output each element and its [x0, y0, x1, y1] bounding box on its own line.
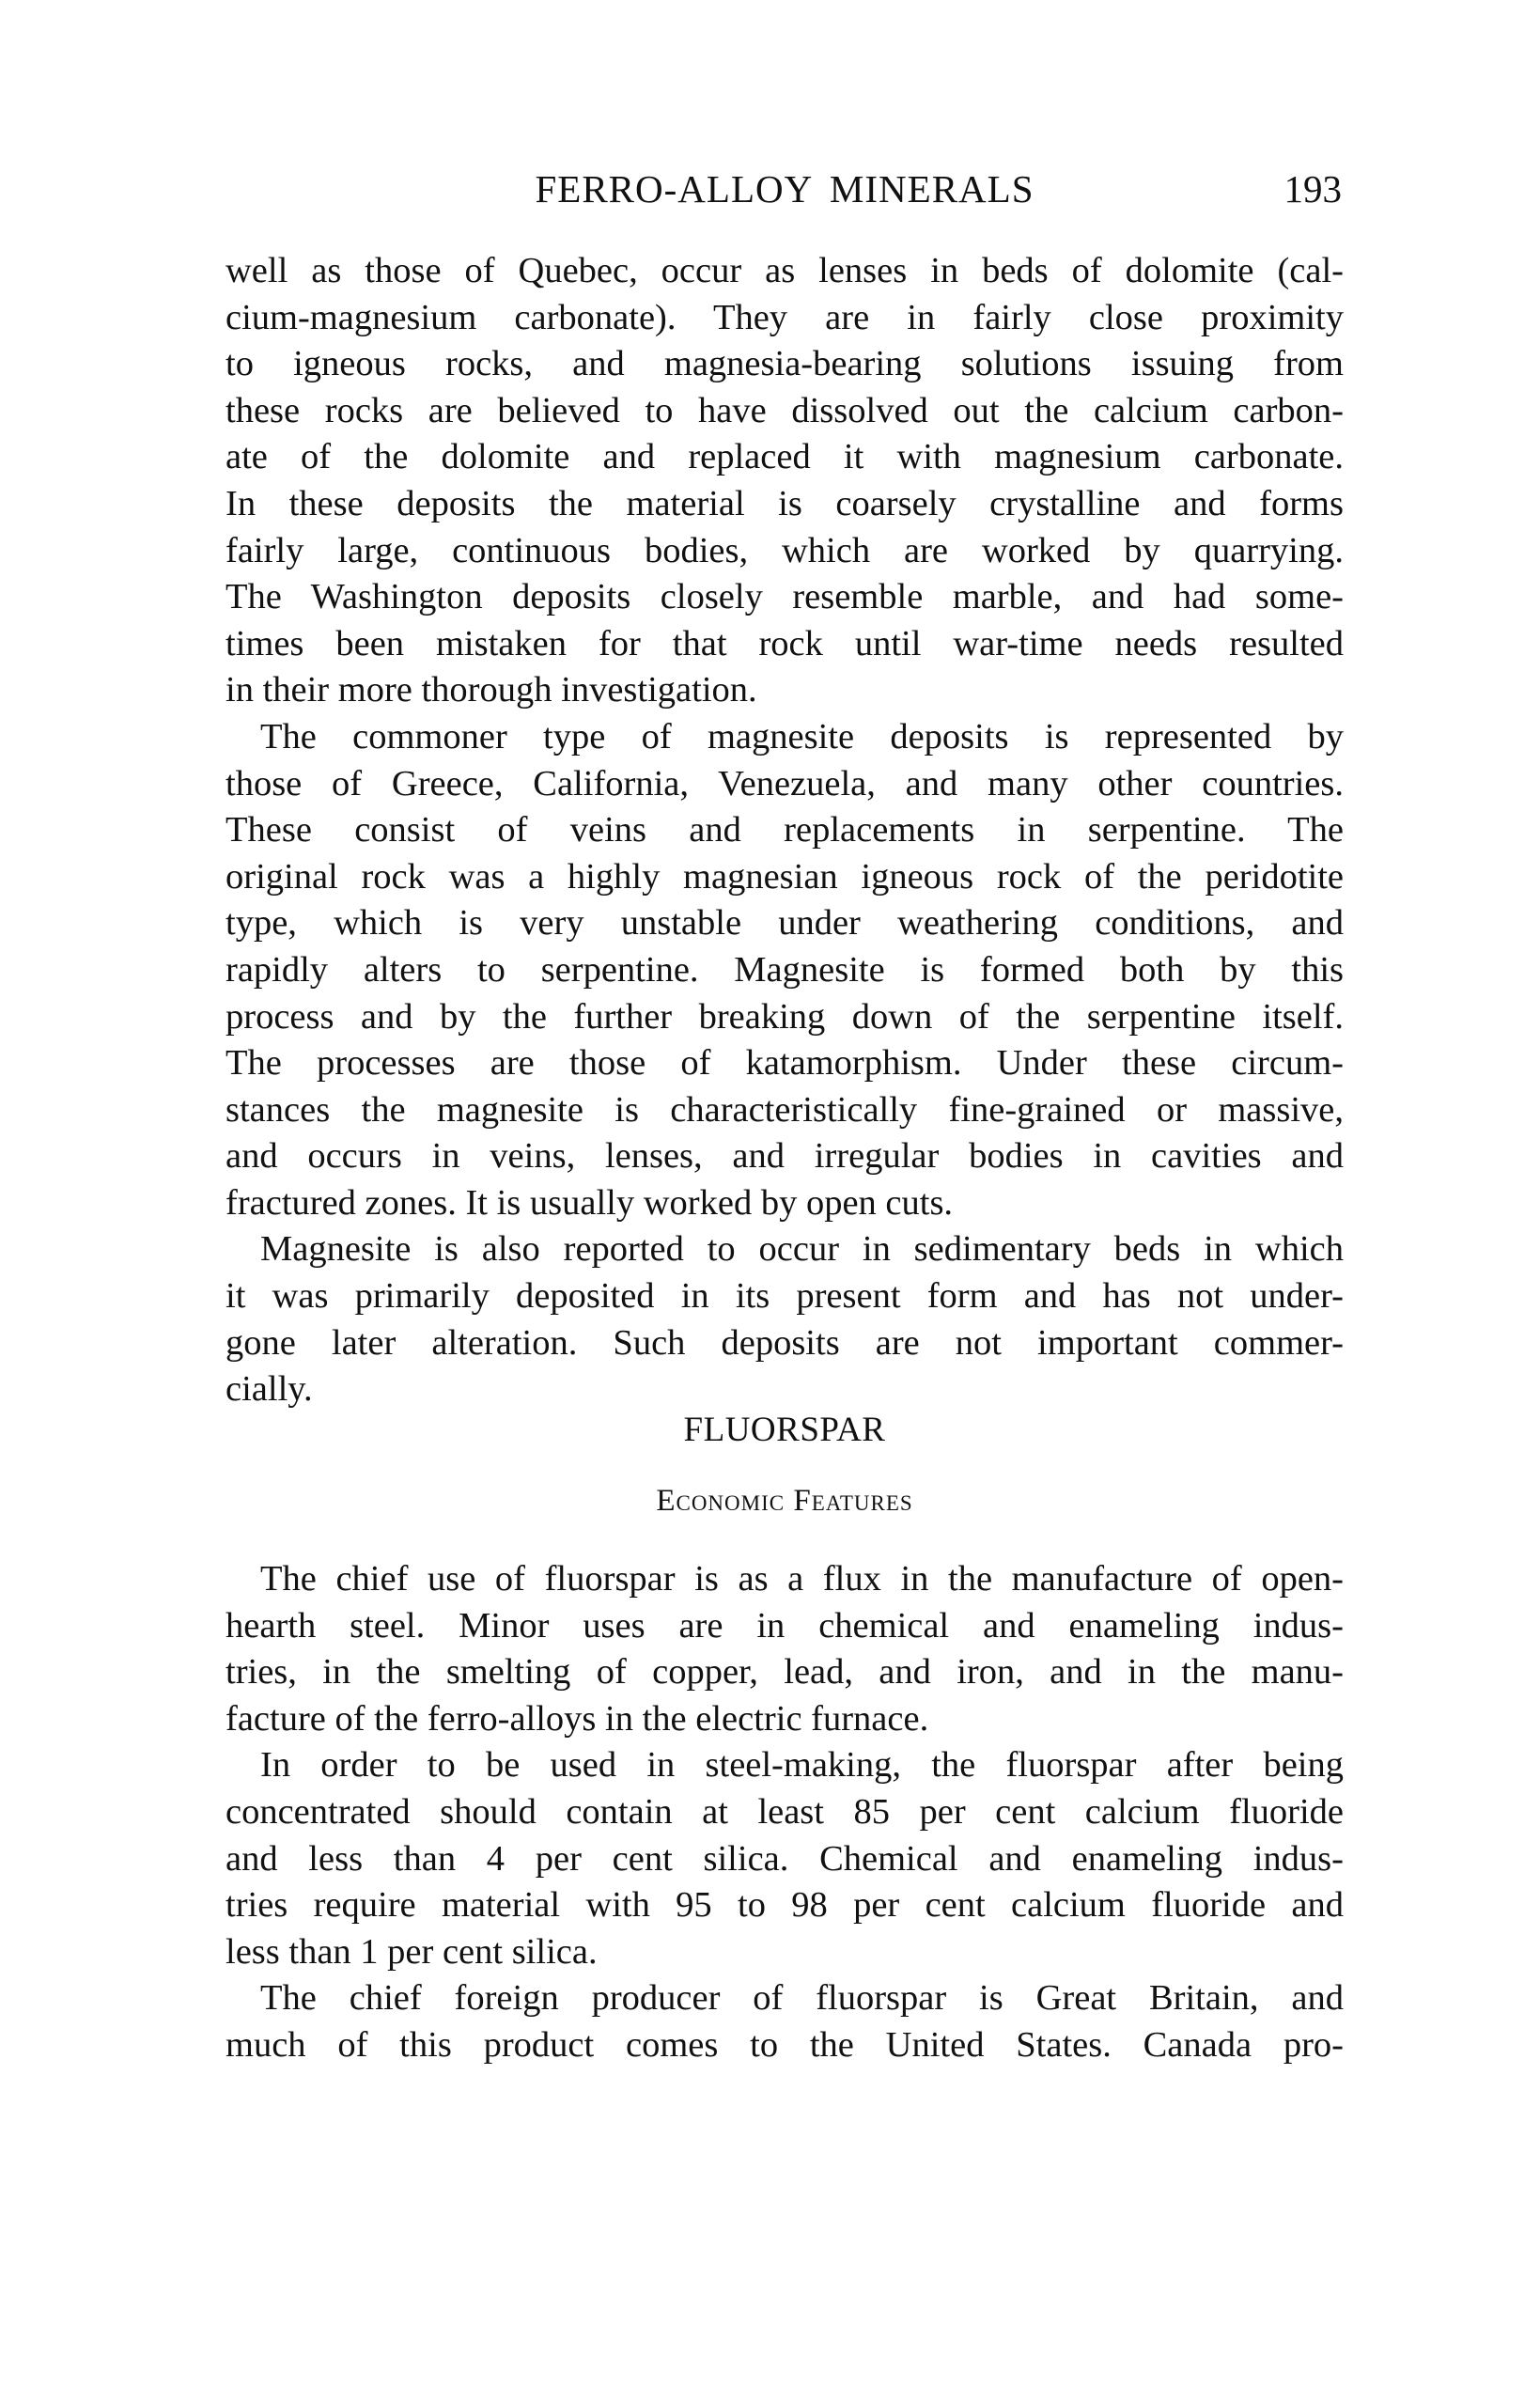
text-line: Magnesite is also reported to occur in sedimentary beds in which — [260, 1229, 1344, 1270]
text-line: These consist of veins and replacements in serpentine. The — [226, 810, 1344, 850]
text-line: cium-magnesium carbonate). They are in fairly close proximity — [226, 297, 1344, 337]
paragraph — [226, 248, 1344, 714]
text-line: facture of the ferro-alloys in the electric furnace. — [226, 1698, 929, 1739]
paragraph — [226, 1975, 1344, 2068]
text-line: The commoner type of magnesite deposits is represented by — [260, 716, 1344, 757]
text-line: and occurs in veins, lenses, and irregular bodies in cavities and — [226, 1136, 1344, 1177]
text-line: it was primarily deposited in its present form and has not under- — [226, 1276, 1344, 1317]
paragraph — [226, 1226, 1344, 1412]
section-heading: FLUORSPAR — [683, 1411, 886, 1449]
text-line: fairly large, continuous bodies, which are worked by quarrying. — [226, 530, 1344, 570]
text-line: The Washington deposits closely resemble marble, and had some- — [226, 577, 1344, 617]
text-line: gone later alteration. Such deposits are not important commer- — [226, 1322, 1344, 1363]
text-line: in their more thorough investigation. — [226, 670, 757, 710]
text-line: hearth steel. Minor uses are in chemical and enameling indus- — [226, 1605, 1344, 1646]
text-line: to igneous rocks, and magnesia-bearing solutions issuing from — [226, 344, 1344, 384]
text-line: much of this product comes to the United States. Canada pro- — [226, 2024, 1344, 2065]
magnesite-section — [226, 248, 1344, 1413]
text-line: concentrated should contain at least 85 per cent calcium fluoride — [226, 1791, 1344, 1832]
text-line: The chief use of fluorspar is as a flux in the manufacture of open- — [260, 1559, 1344, 1599]
text-line: well as those of Quebec, occur as lenses in beds of dolomite (cal- — [226, 251, 1344, 290]
text-line: ate of the dolomite and replaced it with magnesium carbonate. — [226, 437, 1344, 477]
text-line: The processes are those of katamorphism. Under these circum- — [226, 1043, 1344, 1084]
text-line: and less than 4 per cent silica. Chemical and enameling indus- — [226, 1838, 1344, 1879]
text-line: original rock was a highly magnesian igneous rock of the peridotite — [226, 856, 1344, 897]
text-line: times been mistaken for that rock until war-time needs resulted — [226, 623, 1344, 663]
running-title: FERRO-ALLOY MINERALS — [535, 167, 1034, 211]
paragraph — [226, 1556, 1344, 1742]
text-line: In order to be used in steel-making, the fluorspar after being — [260, 1745, 1344, 1786]
section-subheading: Economic Features — [656, 1484, 913, 1518]
paragraph — [226, 714, 1344, 1227]
text-line: In these deposits the material is coarsely crystalline and forms — [226, 483, 1344, 523]
text-line: rapidly alters to serpentine. Magnesite is formed both by this — [226, 949, 1344, 990]
running-head — [226, 165, 1344, 212]
text-line: fractured zones. It is usually worked by open cuts. — [226, 1182, 954, 1223]
text-line: those of Greece, California, Venezuela, and many other countries. — [226, 763, 1344, 803]
text-line: tries require material with 95 to 98 per cent calcium fluoride and — [226, 1885, 1344, 1926]
text-line: type, which is very unstable under weathering conditions, and — [226, 903, 1344, 944]
text-line: less than 1 per cent silica. — [226, 1931, 598, 1972]
text-line: cially. — [226, 1369, 313, 1410]
paragraph — [226, 1742, 1344, 1975]
text-line: tries, in the smelting of copper, lead, and iron, and in the manu- — [226, 1652, 1344, 1693]
fluorspar-section — [226, 1556, 1344, 2069]
text-line: The chief foreign producer of fluorspar is Great Britain, and — [260, 1978, 1344, 2019]
text-line: process and by the further breaking down of the serpentine itself. — [226, 996, 1344, 1037]
page-number: 193 — [1283, 167, 1342, 211]
text-line: stances the magnesite is characteristically fine-grained or massive, — [226, 1089, 1344, 1130]
text-line: these rocks are believed to have dissolved out the calcium carbon- — [226, 390, 1344, 430]
